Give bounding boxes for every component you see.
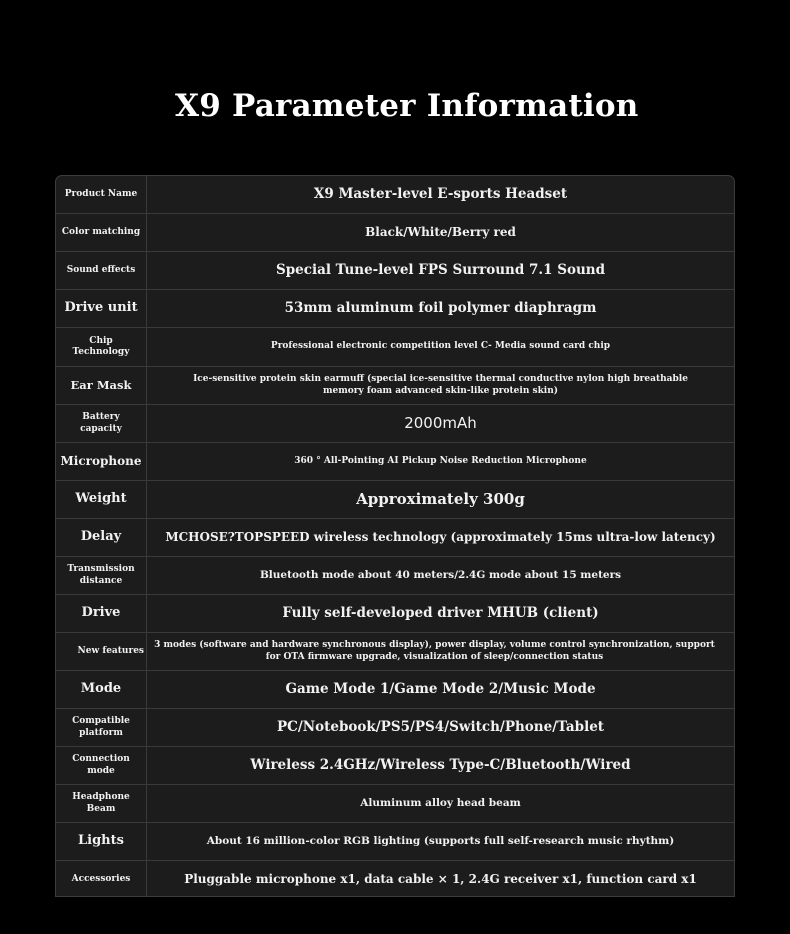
row-value: 360 ° All-Pointing AI Pickup Noise Reduction Microphone — [294, 455, 587, 466]
table-row-delay — [56, 519, 734, 557]
table-row-lights — [56, 823, 734, 861]
row-label: Mode — [56, 671, 147, 708]
table-row-microphone — [56, 443, 734, 481]
table-row-new-features — [56, 633, 734, 671]
table-row-connection-mode — [56, 747, 734, 785]
row-value: Approximately 300g — [356, 489, 525, 508]
parameter-table — [55, 175, 735, 897]
row-value: 2000mAh — [404, 413, 477, 432]
table-row-ear-mask — [56, 367, 734, 405]
row-value: 3 modes (software and hardware synchronous display), power display, volume control synchronization, support for OTA firmware upgrade, visualization of sleep/connection status — [154, 639, 715, 662]
row-label: Delay — [56, 519, 147, 556]
row-value: X9 Master-level E-sports Headset — [313, 185, 568, 202]
table-row-sound-effects — [56, 252, 734, 290]
table-row-product-name — [56, 176, 734, 214]
row-label: Drive unit — [56, 290, 147, 327]
row-value: About 16 million-color RGB lighting (supports full self-research music rhythm) — [206, 834, 675, 847]
row-label: Transmission distance — [56, 557, 147, 594]
row-label: Accessories — [56, 861, 147, 897]
row-value: Special Tune-level FPS Surround 7.1 Sound — [275, 261, 606, 278]
row-label: Connection mode — [56, 747, 147, 784]
row-value: PC/Notebook/PS5/PS4/Switch/Phone/Tablet — [276, 718, 605, 735]
table-row-drive — [56, 595, 734, 633]
row-label: Sound effects — [56, 252, 147, 289]
table-row-mode — [56, 671, 734, 709]
row-label: Ear Mask — [56, 367, 147, 404]
row-label: Chip Technology — [56, 328, 147, 366]
row-label: Weight — [56, 481, 147, 518]
row-value: Game Mode 1/Game Mode 2/Music Mode — [285, 680, 596, 697]
row-label: Headphone Beam — [56, 785, 147, 822]
row-label: Drive — [56, 595, 147, 632]
table-row-weight — [56, 481, 734, 519]
row-value: Ice-sensitive protein skin earmuff (special ice-sensitive thermal conductive nylon high breathable memory foam advanced skin-like protein skin) — [193, 373, 688, 396]
page-title: X9 Parameter Information — [175, 88, 639, 124]
row-value: MCHOSE?TOPSPEED wireless technology (approximately 15ms ultra-low latency) — [165, 529, 716, 544]
row-label: Compatible platform — [56, 709, 147, 746]
row-label: Lights — [56, 823, 147, 860]
row-label: Product Name — [56, 176, 147, 213]
row-label: Microphone — [56, 443, 147, 480]
table-row-drive-unit — [56, 290, 734, 328]
row-value: Aluminum alloy head beam — [360, 796, 521, 809]
row-label: New features — [56, 633, 147, 670]
table-row-chip-technology — [56, 328, 734, 367]
row-value: Pluggable microphone x1, data cable × 1, 2.4G receiver x1, function card x1 — [184, 872, 697, 887]
table-row-battery-capacity — [56, 405, 734, 443]
table-row-compatible-platform — [56, 709, 734, 747]
row-label: Color matching — [56, 214, 147, 251]
table-row-color-matching — [56, 214, 734, 252]
row-value: Fully self-developed driver MHUB (client) — [282, 604, 599, 621]
table-row-accessories — [56, 861, 734, 897]
table-row-transmission-distance — [56, 557, 734, 595]
row-value: 53mm aluminum foil polymer diaphragm — [284, 299, 597, 316]
row-label: Battery capacity — [56, 405, 147, 442]
row-value: Professional electronic competition level C- Media sound card chip — [270, 341, 611, 352]
row-value: Bluetooth mode about 40 meters/2.4G mode about 15 meters — [259, 568, 622, 581]
table-row-headphone-beam — [56, 785, 734, 823]
row-value: Black/White/Berry red — [365, 224, 516, 239]
row-value: Wireless 2.4GHz/Wireless Type-C/Bluetooth/Wired — [250, 756, 631, 773]
